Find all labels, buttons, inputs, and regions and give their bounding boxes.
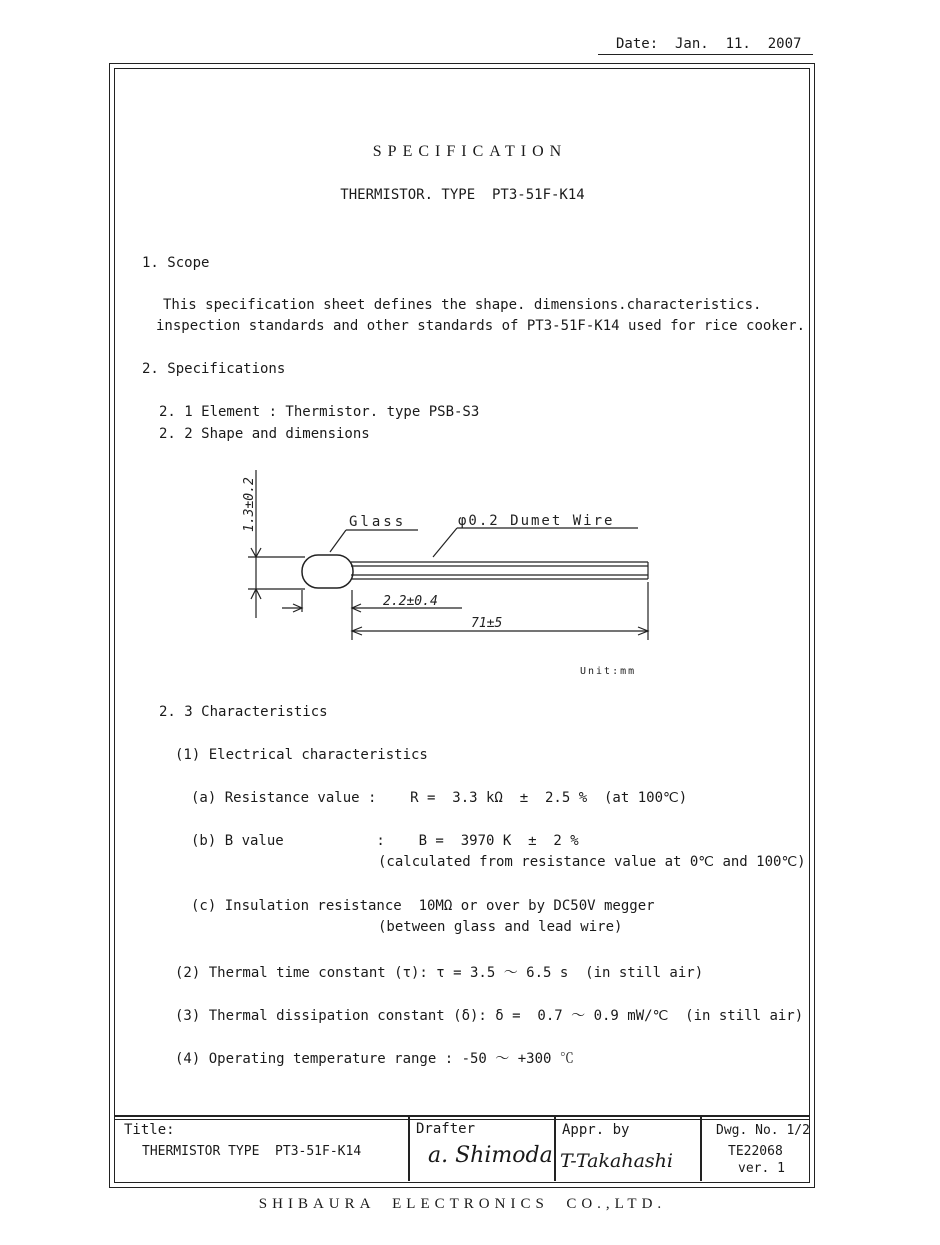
thermal-time-constant: (2) Thermal time constant (τ): τ = 3.5 ～ 6.5 s (in still air) (175, 965, 704, 981)
title-block-divider-3 (700, 1115, 702, 1181)
approved-by-label: Appr. by (562, 1122, 630, 1138)
body-dim-label: 2.2±0.4 (383, 594, 438, 609)
scope-text-line2: inspection standards and other standards of PT3-51F-K14 used for rice cooker. (156, 318, 806, 334)
scope-heading: 1. Scope (142, 255, 210, 271)
b-value-note: (calculated from resistance value at 0℃ and 100℃) (378, 854, 806, 870)
scope-text-line1: This specification sheet defines the shape. dimensions.characteristics. (163, 297, 762, 313)
glass-leader (330, 530, 346, 552)
title-label: Title: (124, 1122, 175, 1138)
drawing-number: TE22068 (728, 1144, 783, 1159)
wire-leader (433, 528, 457, 557)
electrical-heading: (1) Electrical characteristics (175, 747, 428, 763)
document-title: SPECIFICATION (372, 143, 568, 160)
title-block-top-line (115, 1115, 809, 1117)
title-block-divider-1 (408, 1115, 410, 1181)
b-value: (b) B value : B = 3970 K ± 2 % (191, 833, 579, 849)
unit-label: Unit:mm (580, 666, 637, 677)
version: ver. 1 (738, 1161, 785, 1176)
wire-label: φ0.2 Dumet Wire (458, 513, 615, 529)
document-date: Date: Jan. 11. 2007 (598, 36, 813, 55)
company-name: SHIBAURA ELECTRONICS CO.,LTD. (258, 1196, 667, 1212)
glass-label: Glass (349, 514, 407, 530)
length-dim-label: 71±5 (471, 616, 503, 631)
insulation-resistance: (c) Insulation resistance 10MΩ or over by DC50V megger (191, 898, 655, 914)
drafter-signature: a. Shimoda (428, 1143, 553, 1168)
element-line: 2. 1 Element : Thermistor. type PSB-S3 (159, 404, 480, 420)
drafter-label: Drafter (416, 1121, 476, 1137)
drawing-number-label: Dwg. No. 1/2 (716, 1123, 810, 1138)
title-value: THERMISTOR TYPE PT3-51F-K14 (142, 1144, 362, 1159)
specifications-heading: 2. Specifications (142, 361, 286, 377)
insulation-note: (between glass and lead wire) (378, 919, 623, 935)
dim-vertical-label: 1.3±0.2 (242, 477, 257, 532)
approver-signature: T-Takahashi (560, 1150, 673, 1172)
title-block-divider-2 (554, 1115, 556, 1181)
resistance-value: (a) Resistance value : R = 3.3 kΩ ± 2.5 % (at 100℃) (191, 790, 688, 806)
shape-dimensions-heading: 2. 2 Shape and dimensions (159, 426, 370, 442)
title-block-top-line-2 (115, 1119, 809, 1120)
characteristics-heading: 2. 3 Characteristics (159, 704, 328, 720)
thermal-dissipation-constant: (3) Thermal dissipation constant (δ): δ = 0.7 ～ 0.9 mW/℃ (in still air) (175, 1008, 804, 1024)
document-subtitle: THERMISTOR. TYPE PT3-51F-K14 (340, 187, 585, 203)
operating-temperature: (4) Operating temperature range : -50 ～ +300 ℃ (175, 1051, 574, 1067)
glass-body (302, 555, 353, 588)
